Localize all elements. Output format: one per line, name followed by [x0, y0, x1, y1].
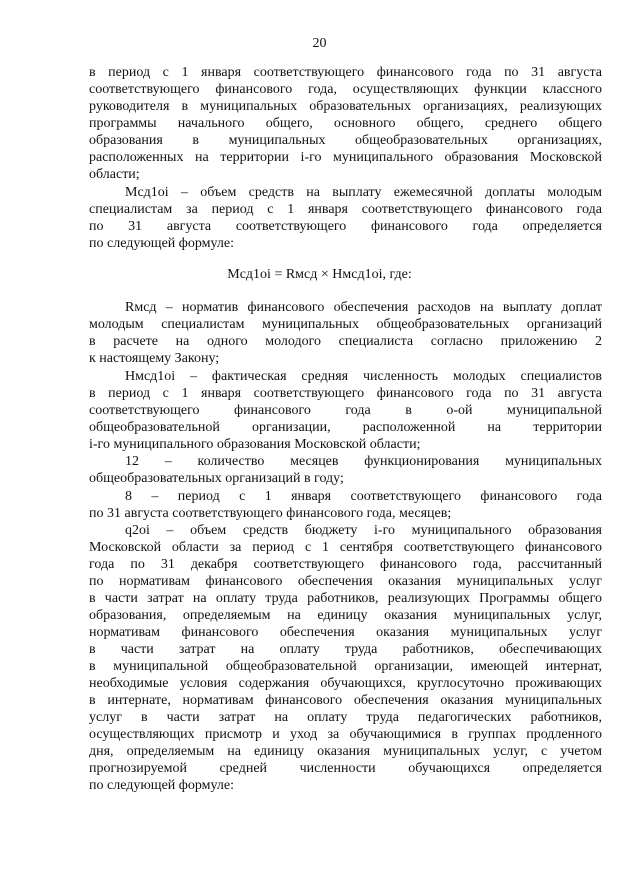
text-line: образования в муниципальных общеобразовательных организациях,: [89, 133, 602, 148]
text-line: по 31 августа соответствующего финансового года, месяцев;: [89, 506, 452, 521]
text-line: в интернате, нормативам финансового обеспечения оказания муниципальных: [89, 693, 602, 708]
text-line: услуг в части затрат на оплату труда педагогических работников,: [89, 710, 602, 725]
text-line: области;: [89, 167, 140, 182]
text-line: 12 – количество месяцев функционирования муниципальных: [125, 454, 602, 469]
text-line: соответствующего финансового года, осуществляющих функции классного: [89, 82, 602, 97]
text-line: года по 31 декабря соответствующего финансового года, рассчитанный: [89, 557, 602, 572]
text-line: q2оі – объем средств бюджету i-го муниципального образования: [125, 523, 602, 538]
text-line: руководителя в муниципальных образовательных организациях, реализующих: [89, 99, 602, 114]
text-line: молодым специалистам муниципальных общеобразовательных организаций: [89, 317, 602, 332]
text-line: нормативам финансового обеспечения оказания муниципальных услуг: [89, 625, 602, 640]
text-line: по следующей формуле:: [89, 236, 234, 251]
text-line: общеобразовательной организации, расположенной на территории: [89, 420, 602, 435]
text-line: расположенных на территории i-го муниципального образования Московской: [89, 150, 602, 165]
text-line: дня, определяемым на единицу оказания муниципальных услуг, с учетом: [89, 744, 602, 759]
text-line: по 31 августа соответствующего финансового года определяется: [89, 219, 602, 234]
formula-msd1: Мсд1оі = Rмсд × Нмсд1оі, где:: [227, 267, 412, 282]
text-line: i-го муниципального образования Московской области;: [89, 437, 421, 452]
page-number: 20: [312, 36, 327, 51]
text-line: Rмсд – норматив финансового обеспечения расходов на выплату доплат: [125, 300, 602, 315]
text-line: в части затрат на оплату труда работников, реализующих Программы общего: [89, 591, 602, 606]
text-line: образования, определяемым на единицу оказания муниципальных услуг,: [89, 608, 602, 623]
variable-text: Мсд1оі – объем средств на выплату ежемесячной доплаты молодым: [125, 185, 602, 200]
text-line: в части затрат на оплату труда работников, обеспечивающих: [89, 642, 602, 657]
variable-definition-msd1: [125, 184, 602, 201]
text-line: Московской области за период с 1 сентября соответствующего финансового: [89, 540, 602, 555]
text-line: осуществляющих присмотр и уход за обучающимися в группах продленного: [89, 727, 602, 742]
text-line: в период с 1 января соответствующего финансового года по 31 августа: [89, 386, 602, 401]
text-line: необходимые условия содержания обучающихся, круглосуточно проживающих: [89, 676, 602, 691]
text-line: 8 – период с 1 января соответствующего финансового года: [125, 489, 602, 504]
text-line: программы начального общего, основного общего, среднего общего: [89, 116, 602, 131]
text-line: к настоящему Закону;: [89, 351, 220, 366]
text-line: соответствующего финансового года в о-ой муниципальной: [89, 403, 602, 418]
text-line: по следующей формуле:: [89, 778, 234, 793]
text-line: общеобразовательных организаций в году;: [89, 471, 344, 486]
text-line: в муниципальной общеобразовательной организации, имеющей интернат,: [89, 659, 602, 674]
text-line: в период с 1 января соответствующего финансового года по 31 августа: [89, 65, 602, 80]
text-line: по нормативам финансового обеспечения оказания муниципальных услуг: [89, 574, 602, 589]
text-line: специалистам за период с 1 января соответствующего финансового года: [89, 202, 602, 217]
text-line: в расчете на одного молодого специалиста согласно приложению 2: [89, 334, 602, 349]
text-line: прогнозируемой средней численности обучающихся определяется: [89, 761, 602, 776]
text-line: Нмсд1оі – фактическая средняя численность молодых специалистов: [125, 369, 602, 384]
